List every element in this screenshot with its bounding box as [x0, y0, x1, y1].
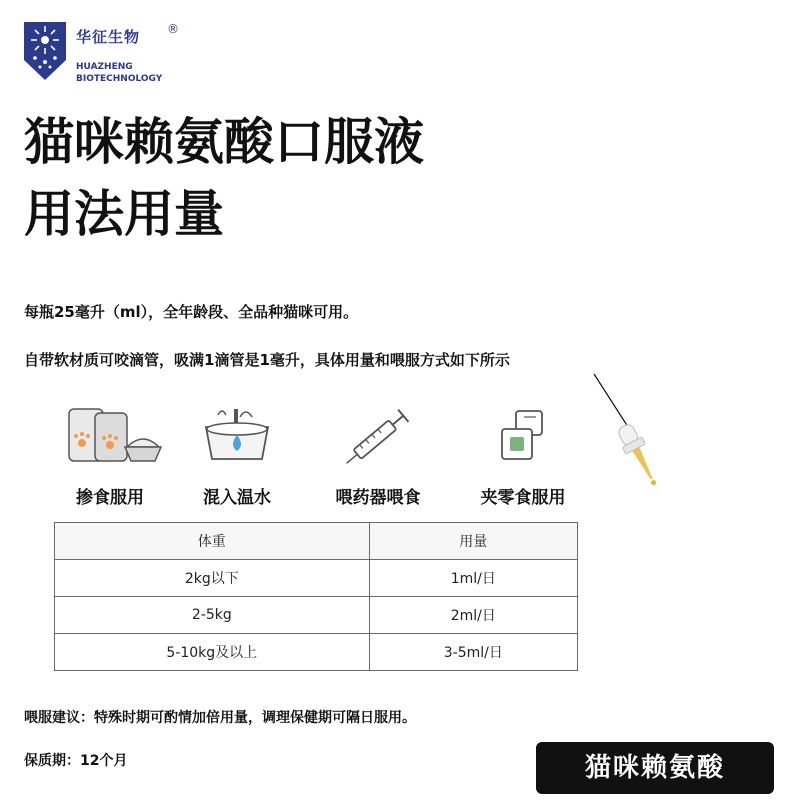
table-header-row	[55, 523, 578, 560]
table-row	[55, 560, 578, 597]
food-bags-bowl-icon	[55, 405, 165, 467]
brand-name-en-line1: HUAZHENG	[76, 62, 133, 72]
weight-cell: 2-5kg	[55, 597, 370, 634]
shelf-life-text: 保质期：12个月	[24, 753, 128, 769]
feeding-advice-text: 喂服建议：特殊时期可酌情加倍用量，调理保健期可隔日服用。	[24, 710, 416, 726]
dose-cell: 1ml/日	[369, 560, 577, 597]
dose-cell: 2ml/日	[369, 597, 577, 634]
table-row	[55, 634, 578, 671]
method-with-snack	[448, 405, 598, 508]
dose-cell: 3-5ml/日	[369, 634, 577, 671]
weight-cell: 2kg以下	[55, 560, 370, 597]
dropper-icon	[590, 372, 680, 492]
brand-name-cn: 华征生物	[76, 28, 141, 46]
method-mix-with-water	[162, 405, 312, 508]
registered-mark: ®	[167, 22, 179, 36]
weight-cell: 5-10kg及以上	[55, 634, 370, 671]
dosage-table	[54, 522, 578, 671]
brand-logo	[22, 20, 202, 90]
table-row	[55, 597, 578, 634]
method-label: 混入温水	[203, 488, 271, 508]
method-label: 掺食服用	[76, 488, 144, 508]
page-title-line2: 用法用量	[24, 185, 224, 243]
snack-cubes-icon	[468, 405, 578, 467]
brand-shield-icon	[22, 20, 68, 82]
header-dose: 用量	[369, 523, 577, 560]
page-title-line1: 猫咪赖氨酸口服液	[24, 113, 424, 171]
syringe-icon	[323, 405, 433, 467]
method-label: 夹零食服用	[480, 488, 566, 508]
method-feeder	[303, 405, 453, 508]
intro-dropper-text: 自带软材质可咬滴管，吸满1滴管是1毫升，具体用量和喂服方式如下所示	[24, 351, 510, 369]
brand-name-en-line2: BIOTECHNOLOGY	[76, 74, 163, 84]
water-bowl-icon	[182, 405, 292, 467]
product-name-badge: 猫咪赖氨酸	[536, 742, 774, 794]
intro-volume-text: 每瓶25毫升（ml），全年龄段、全品种猫咪可用。	[24, 303, 359, 321]
header-weight: 体重	[55, 523, 370, 560]
method-label: 喂药器喂食	[335, 488, 421, 508]
